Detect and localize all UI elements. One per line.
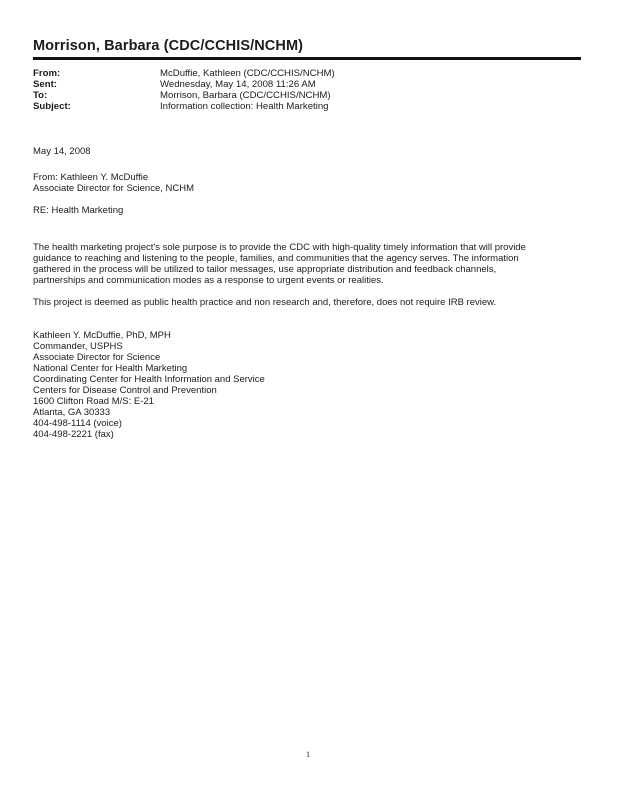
letter-date: May 14, 2008: [33, 146, 91, 157]
letter-from-line: From: Kathleen Y. McDuffie: [33, 172, 149, 183]
header-value: Information collection: Health Marketing: [160, 101, 329, 112]
email-header-block: [33, 68, 593, 112]
paragraph-line: gathered in the process will be utilized to tailor messages, use appropriate distribution and feedback channels,: [33, 264, 497, 275]
letter-body: [33, 146, 593, 440]
paragraph-2: This project is deemed as public health practice and non research and, therefore, does not require IRB review.: [33, 297, 497, 308]
header-label: To:: [33, 90, 48, 101]
paragraph-line: The health marketing project's sole purpose is to provide the CDC with high-quality timely information that will provide: [33, 242, 526, 253]
paragraph-1: [33, 242, 593, 286]
paragraph-line: guidance to reaching and listening to the people, families, and communities that the agency serves. The information: [33, 253, 519, 264]
header-subject-row: [33, 101, 593, 112]
sender-name-heading: Morrison, Barbara (CDC/CCHIS/NCHM): [33, 38, 304, 54]
header-value: Wednesday, May 14, 2008 11:26 AM: [160, 79, 316, 90]
signature-line: Commander, USPHS: [33, 341, 123, 352]
signature-line: Centers for Disease Control and Prevention: [33, 385, 217, 396]
heading-rule: [33, 57, 581, 60]
signature-line: Kathleen Y. McDuffie, PhD, MPH: [33, 330, 171, 341]
letter-re-line: RE: Health Marketing: [33, 205, 124, 216]
signature-line: Coordinating Center for Health Information and Service: [33, 374, 265, 385]
header-label: Subject:: [33, 101, 71, 112]
signature-line: 404-498-1114 (voice): [33, 418, 122, 429]
page-number: 1: [306, 750, 310, 759]
signature-block: [33, 330, 593, 440]
header-to-row: [33, 90, 593, 101]
signature-line: Atlanta, GA 30333: [33, 407, 111, 418]
signature-line: Associate Director for Science: [33, 352, 161, 363]
letter-from-title: Associate Director for Science, NCHM: [33, 183, 195, 194]
header-from-row: [33, 68, 593, 79]
header-label: Sent:: [33, 79, 57, 90]
signature-line: 1600 Clifton Road M/S: E-21: [33, 396, 154, 407]
header-sent-row: [33, 79, 593, 90]
paragraph-line: partnerships and communication modes as a response to urgent events or realities.: [33, 275, 384, 286]
signature-line: 404-498-2221 (fax): [33, 429, 114, 440]
header-value: Morrison, Barbara (CDC/CCHIS/NCHM): [160, 90, 331, 101]
header-label: From:: [33, 68, 61, 79]
signature-line: National Center for Health Marketing: [33, 363, 188, 374]
header-value: McDuffie, Kathleen (CDC/CCHIS/NCHM): [160, 68, 335, 79]
